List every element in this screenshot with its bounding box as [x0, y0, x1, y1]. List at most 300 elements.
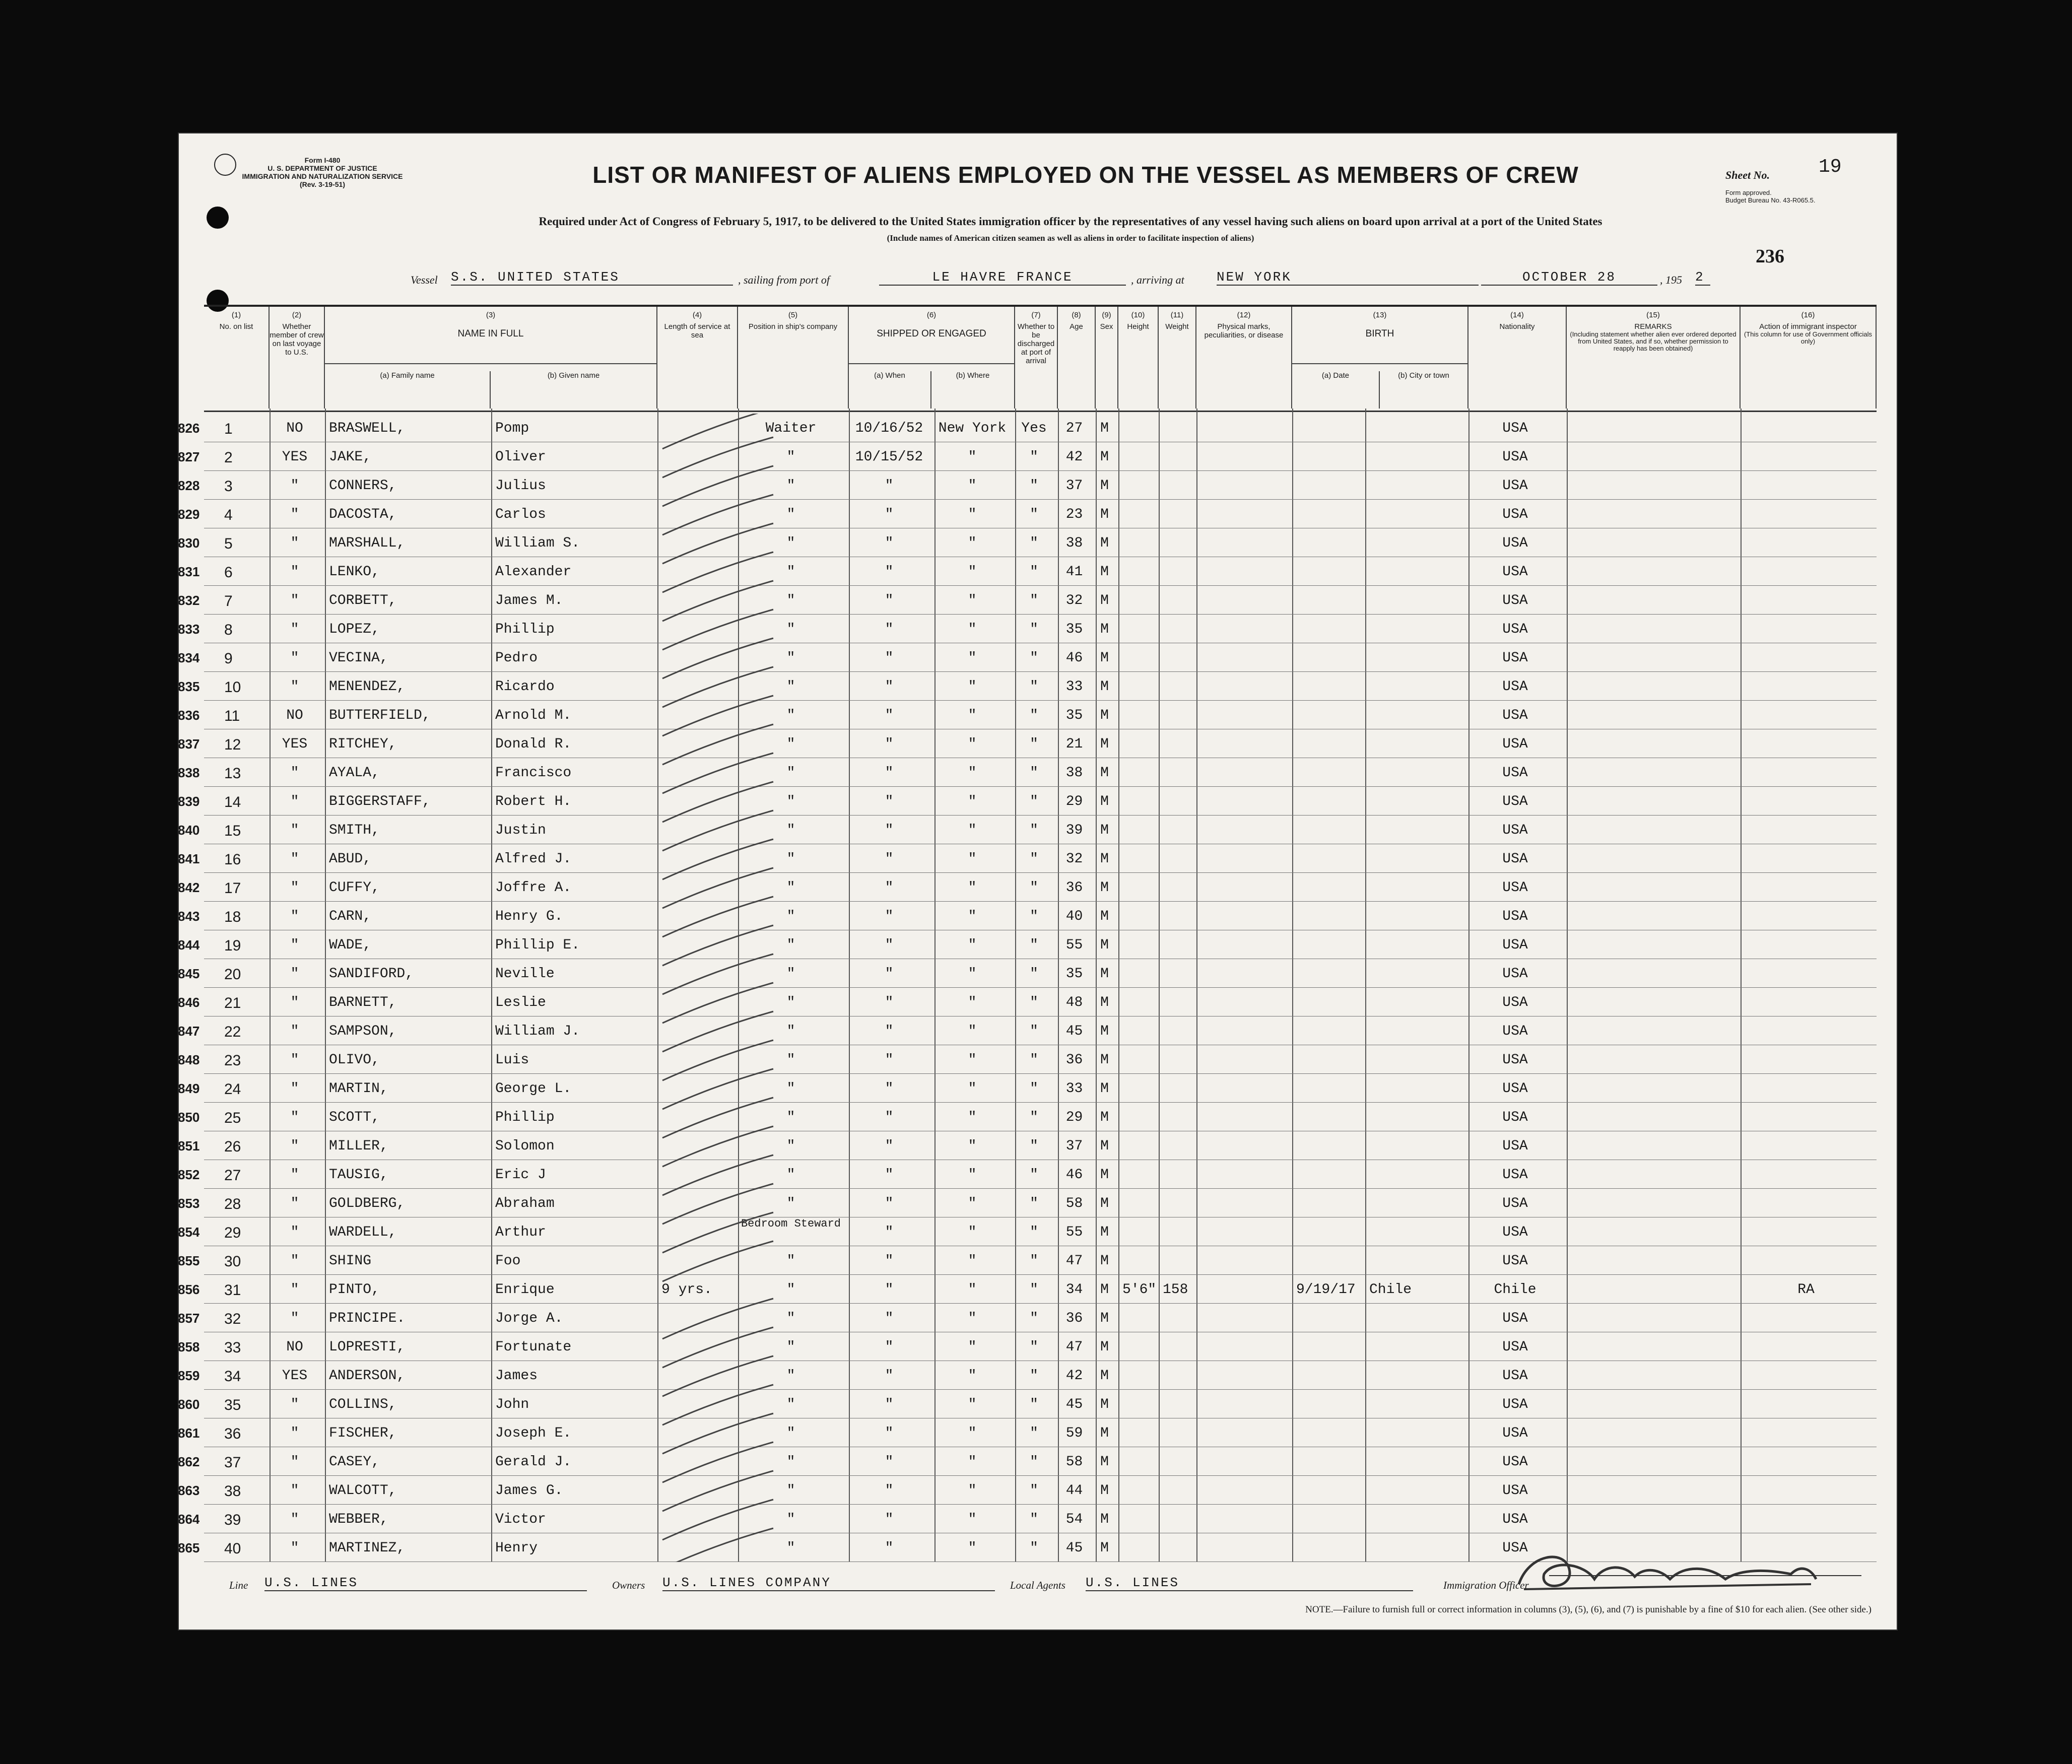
form-number: Form I-480	[304, 156, 341, 164]
cell-where: "	[968, 1081, 977, 1097]
sequence-number: 857	[178, 1311, 200, 1326]
column-sublabel: (Including statement whether alien ever ordered deported from United States, and if so, whether permission to reapply has been obtained)	[1570, 330, 1736, 352]
cell-position: "	[786, 1397, 795, 1412]
cell-nationality: USA	[1502, 909, 1528, 924]
cell-discharged: "	[1030, 1397, 1038, 1412]
pen-stroke	[662, 1241, 773, 1281]
table-row	[178, 1390, 1877, 1418]
column-label: Physical marks, peculiarities, or disease	[1204, 322, 1284, 340]
cell-age: 33	[1065, 679, 1083, 695]
cell-no: 35	[224, 1397, 241, 1413]
cell-no: 20	[224, 966, 241, 983]
cell-family: SCOTT,	[329, 1110, 380, 1125]
sequence-number: 841	[178, 851, 200, 866]
cell-when: "	[885, 1540, 894, 1556]
cell-where: "	[968, 1483, 977, 1499]
cell-position: "	[786, 995, 795, 1010]
cell-discharged: "	[1030, 478, 1038, 494]
cell-sex: M	[1100, 421, 1109, 436]
column-number: (1)	[231, 311, 241, 319]
cell-nationality: USA	[1502, 708, 1528, 723]
cell-where: "	[968, 1138, 977, 1154]
column-number: (16)	[1801, 311, 1815, 319]
officer-label: Immigration Officer	[1443, 1579, 1529, 1591]
cell-where: "	[968, 1540, 977, 1556]
cell-discharged: "	[1030, 823, 1038, 838]
cell-given: Gerald J.	[495, 1454, 572, 1470]
cell-when: "	[885, 1397, 894, 1412]
cell-no: 19	[224, 937, 241, 954]
table-row	[178, 1045, 1877, 1074]
cell-when: "	[885, 679, 894, 695]
table-row	[178, 1332, 1877, 1361]
cell-prev: NO	[286, 421, 303, 436]
cell-position: "	[786, 1483, 795, 1499]
cell-position: "	[786, 1253, 795, 1269]
cell-position: "	[786, 1196, 795, 1211]
cell-no: 9	[224, 650, 233, 667]
cell-family: DACOSTA,	[329, 507, 397, 522]
column-label: Nationality	[1499, 322, 1535, 331]
cell-discharged: "	[1030, 449, 1038, 465]
cell-given: Joseph E.	[495, 1426, 572, 1441]
cell-age: 35	[1065, 966, 1083, 982]
column-number: (11)	[1170, 311, 1184, 319]
cell-prev: "	[290, 1540, 299, 1556]
cell-nationality: USA	[1502, 1253, 1528, 1269]
cell-position: "	[786, 622, 795, 637]
cell-when: "	[885, 1225, 894, 1240]
cell-sex: M	[1100, 478, 1109, 494]
cell-position: "	[786, 1339, 795, 1355]
column-header	[1096, 307, 1118, 409]
footer	[209, 1575, 1872, 1595]
cell-given: Foo	[495, 1253, 521, 1269]
cell-position: "	[786, 1540, 795, 1556]
cell-discharged: "	[1030, 622, 1038, 637]
cell-where: "	[968, 765, 977, 781]
cell-prev: "	[290, 535, 299, 551]
cell-position: "	[786, 851, 795, 867]
cell-nationality: USA	[1502, 1397, 1528, 1412]
table-row	[178, 758, 1877, 787]
page-number: 236	[1756, 246, 1784, 267]
cell-no: 32	[224, 1311, 241, 1327]
cell-prev: "	[290, 593, 299, 608]
cell-given: Francisco	[495, 765, 572, 781]
sequence-number: 864	[178, 1512, 200, 1527]
cell-prev: "	[290, 507, 299, 522]
cell-sex: M	[1100, 1024, 1109, 1039]
cell-nationality: USA	[1502, 564, 1528, 580]
column-label: No. on list	[219, 322, 253, 331]
cell-sex: M	[1100, 1052, 1109, 1068]
cell-given: Carlos	[495, 507, 546, 522]
cell-family: SAMPSON,	[329, 1024, 397, 1039]
cell-discharged: "	[1030, 1339, 1038, 1355]
column-header	[325, 307, 657, 409]
sheet-label: Sheet No.	[1725, 169, 1770, 181]
cell-where: "	[968, 823, 977, 838]
cell-age: 39	[1065, 823, 1083, 838]
cell-where: "	[968, 1110, 977, 1125]
column-header	[1159, 307, 1196, 409]
cell-age: 45	[1065, 1540, 1083, 1556]
arrival-date: OCTOBER 28	[1481, 269, 1657, 286]
cell-position: "	[786, 765, 795, 781]
cell-nationality: USA	[1502, 1454, 1528, 1470]
cell-position: "	[786, 593, 795, 608]
cell-when: 10/15/52	[855, 449, 923, 465]
cell-family: BRASWELL,	[329, 421, 406, 436]
port-from: LE HAVRE FRANCE	[879, 269, 1126, 286]
cell-given: George L.	[495, 1081, 572, 1097]
cell-position: "	[786, 564, 795, 580]
cell-discharged: "	[1030, 507, 1038, 522]
cell-where: "	[968, 449, 977, 465]
cell-given: Solomon	[495, 1138, 555, 1154]
cell-age: 35	[1065, 708, 1083, 723]
table-row	[178, 729, 1877, 758]
cell-nationality: USA	[1502, 1483, 1528, 1499]
cell-nationality: USA	[1502, 1167, 1528, 1183]
officer-value	[1549, 1575, 1861, 1576]
port-to: NEW YORK	[1217, 269, 1479, 286]
sequence-number: 833	[178, 622, 200, 637]
cell-sex: M	[1100, 794, 1109, 809]
line-value: U.S. LINES	[264, 1575, 587, 1591]
cell-where: "	[968, 679, 977, 695]
cell-sex: M	[1100, 622, 1109, 637]
column-subheader: (b) Given name	[547, 371, 600, 380]
cell-sex: M	[1100, 909, 1109, 924]
cell-where: "	[968, 1454, 977, 1470]
cell-nationality: USA	[1502, 880, 1528, 896]
cell-where: "	[968, 708, 977, 723]
cell-nationality: USA	[1502, 507, 1528, 522]
column-label: Action of immigrant inspector	[1759, 322, 1857, 331]
service-name: IMMIGRATION AND NATURALIZATION SERVICE	[242, 172, 403, 180]
cell-no: 38	[224, 1483, 241, 1500]
sequence-number: 853	[178, 1196, 200, 1211]
sequence-number: 836	[178, 708, 200, 723]
cell-where: "	[968, 880, 977, 896]
cell-action: RA	[1797, 1282, 1815, 1298]
cell-age: 29	[1065, 1110, 1083, 1125]
cell-nationality: USA	[1502, 765, 1528, 781]
table-row	[178, 528, 1877, 557]
cell-discharged: "	[1030, 1311, 1038, 1326]
cell-when: "	[885, 1282, 894, 1298]
cell-given: John	[495, 1397, 529, 1412]
sequence-number: 834	[178, 650, 200, 665]
column-number: (3)	[486, 311, 496, 319]
cell-given: William S.	[495, 535, 580, 551]
department-name: U. S. DEPARTMENT OF JUSTICE	[268, 164, 377, 172]
sequence-number: 839	[178, 794, 200, 809]
cell-family: MARTINEZ,	[329, 1540, 406, 1556]
cell-age: 58	[1065, 1454, 1083, 1470]
cell-sex: M	[1100, 535, 1109, 551]
cell-no: 22	[224, 1024, 241, 1040]
column-number: (10)	[1131, 311, 1145, 319]
cell-where: "	[968, 736, 977, 752]
cell-when: "	[885, 507, 894, 522]
cell-nationality: USA	[1502, 1196, 1528, 1211]
cell-prev: "	[290, 1426, 299, 1441]
cell-sex: M	[1100, 995, 1109, 1010]
cell-nationality: USA	[1502, 650, 1528, 666]
cell-age: 37	[1065, 478, 1083, 494]
agents-label: Local Agents	[1010, 1579, 1065, 1591]
cell-age: 42	[1065, 1368, 1083, 1384]
cell-discharged: "	[1030, 1110, 1038, 1125]
cell-position: "	[786, 507, 795, 522]
sequence-number: 849	[178, 1081, 200, 1096]
cell-sex: M	[1100, 1311, 1109, 1326]
cell-nationality: USA	[1502, 593, 1528, 608]
cell-position: Bedroom Steward	[741, 1218, 841, 1230]
cell-discharged: "	[1030, 1483, 1038, 1499]
cell-given: Luis	[495, 1052, 529, 1068]
cell-when: "	[885, 937, 894, 953]
table-row	[178, 1246, 1877, 1275]
cell-prev: "	[290, 1282, 299, 1298]
vessel-info	[411, 269, 1846, 288]
column-label: Position in ship's company	[748, 322, 838, 331]
cell-discharged: "	[1030, 909, 1038, 924]
cell-no: 6	[224, 564, 233, 581]
penalty-note: NOTE.—Failure to furnish full or correct information in columns (3), (5), (6), and (7) is punishable by a fine of $10 for each alien. (See other side.)	[1305, 1604, 1872, 1615]
column-label: Sex	[1100, 322, 1113, 331]
cell-given: Arnold M.	[495, 708, 572, 723]
sequence-number: 846	[178, 995, 200, 1010]
cell-discharged: "	[1030, 593, 1038, 608]
cell-where: "	[968, 622, 977, 637]
cell-discharged: "	[1030, 880, 1038, 896]
cell-when: "	[885, 593, 894, 608]
cell-discharged: "	[1030, 736, 1038, 752]
column-number: (13)	[1373, 311, 1387, 319]
cell-discharged: "	[1030, 650, 1038, 666]
column-subheader: (a) When	[849, 371, 931, 409]
sequence-number: 843	[178, 909, 200, 924]
cell-prev: "	[290, 1081, 299, 1097]
table-row	[178, 471, 1877, 500]
cell-discharged: "	[1030, 765, 1038, 781]
cell-sex: M	[1100, 1196, 1109, 1211]
cell-no: 29	[224, 1225, 241, 1241]
budget-bureau: Budget Bureau No. 43-R065.5.	[1725, 196, 1816, 204]
sequence-number: 826	[178, 421, 200, 436]
table-row	[178, 615, 1877, 643]
cell-sex: M	[1100, 1397, 1109, 1412]
table-row	[178, 1476, 1877, 1505]
cell-position: "	[786, 1282, 795, 1298]
table-row	[178, 701, 1877, 729]
column-header	[1292, 307, 1468, 409]
table-row	[178, 1418, 1877, 1447]
table-row	[178, 586, 1877, 615]
cell-sex: M	[1100, 1512, 1109, 1527]
cell-position: "	[786, 736, 795, 752]
table-row	[178, 959, 1877, 988]
cell-when: "	[885, 1339, 894, 1355]
column-label: BIRTH	[1365, 328, 1394, 339]
cell-prev: "	[290, 679, 299, 695]
cell-age: 55	[1065, 1225, 1083, 1240]
cell-prev: "	[290, 851, 299, 867]
cell-nationality: USA	[1502, 535, 1528, 551]
cell-position: "	[786, 1081, 795, 1097]
cell-given: Alfred J.	[495, 851, 572, 867]
cell-no: 24	[224, 1081, 241, 1098]
cell-nationality: USA	[1502, 794, 1528, 809]
cell-when: "	[885, 1454, 894, 1470]
cell-prev: "	[290, 1024, 299, 1039]
cell-discharged: "	[1030, 851, 1038, 867]
cell-nationality: USA	[1502, 478, 1528, 494]
cell-age: 45	[1065, 1397, 1083, 1412]
cell-family: WALCOTT,	[329, 1483, 397, 1499]
cell-prev: "	[290, 478, 299, 494]
cell-age: 38	[1065, 535, 1083, 551]
cell-family: CUFFY,	[329, 880, 380, 896]
cell-weight: 158	[1163, 1282, 1188, 1298]
cell-where: "	[968, 1196, 977, 1211]
cell-age: 48	[1065, 995, 1083, 1010]
cell-family: LOPRESTI,	[329, 1339, 406, 1355]
cell-discharged: "	[1030, 1196, 1038, 1211]
cell-discharged: "	[1030, 1024, 1038, 1039]
sequence-number: 860	[178, 1397, 200, 1412]
cell-no: 12	[224, 736, 241, 753]
approval-note	[1725, 189, 1816, 204]
cell-height: 5'6"	[1122, 1282, 1157, 1298]
cell-family: SHING	[329, 1253, 372, 1269]
cell-family: GOLDBERG,	[329, 1196, 406, 1211]
cell-sex: M	[1100, 1282, 1109, 1298]
form-revision: (Rev. 3-19-51)	[299, 180, 345, 188]
year-digit: 2	[1695, 269, 1710, 286]
cell-given: Justin	[495, 823, 546, 838]
cell-given: Ricardo	[495, 679, 555, 695]
cell-given: Phillip E.	[495, 937, 580, 953]
cell-family: CORBETT,	[329, 593, 397, 608]
cell-when: "	[885, 880, 894, 896]
sequence-number: 862	[178, 1454, 200, 1469]
cell-prev: "	[290, 1110, 299, 1125]
sequence-number: 838	[178, 765, 200, 780]
column-number: (7)	[1031, 311, 1041, 319]
column-number: (9)	[1102, 311, 1111, 319]
agents-value: U.S. LINES	[1086, 1575, 1413, 1591]
cell-age: 37	[1065, 1138, 1083, 1154]
cell-prev: "	[290, 564, 299, 580]
cell-position: "	[786, 937, 795, 953]
cell-position: "	[786, 478, 795, 494]
cell-family: PINTO,	[329, 1282, 380, 1298]
cell-prev: "	[290, 823, 299, 838]
cell-age: 46	[1065, 650, 1083, 666]
cell-age: 21	[1065, 736, 1083, 752]
cell-no: 13	[224, 765, 241, 782]
cell-sex: M	[1100, 1426, 1109, 1441]
cell-where: "	[968, 650, 977, 666]
cell-age: 35	[1065, 622, 1083, 637]
cell-given: Robert H.	[495, 794, 572, 809]
cell-nationality: USA	[1502, 995, 1528, 1010]
cell-position: Waiter	[765, 421, 817, 436]
table-row	[178, 1131, 1877, 1160]
table-row	[178, 1447, 1877, 1476]
cell-age: 32	[1065, 593, 1083, 608]
cell-family: BIGGERSTAFF,	[329, 794, 431, 809]
cell-when: 10/16/52	[855, 421, 923, 436]
cell-prev: "	[290, 1397, 299, 1412]
column-header	[1058, 307, 1096, 409]
column-subheader: (b) City or town	[1398, 371, 1449, 380]
cell-position: "	[786, 1110, 795, 1125]
cell-position: "	[786, 909, 795, 924]
manifest-sheet	[179, 133, 1897, 1630]
cell-discharged: "	[1030, 1167, 1038, 1183]
column-label: REMARKS	[1634, 322, 1672, 331]
cell-age: 29	[1065, 794, 1083, 809]
cell-nationality: USA	[1502, 1110, 1528, 1125]
cell-position: "	[786, 1167, 795, 1183]
cell-nationality: USA	[1502, 1512, 1528, 1527]
cell-prev: NO	[286, 708, 303, 723]
cell-age: 23	[1065, 507, 1083, 522]
cell-no: 23	[224, 1052, 241, 1069]
cell-prev: "	[290, 1512, 299, 1527]
cell-sex: M	[1100, 736, 1109, 752]
cell-given: Pomp	[495, 421, 529, 436]
cell-when: "	[885, 1196, 894, 1211]
cell-age: 55	[1065, 937, 1083, 953]
cell-age: 36	[1065, 880, 1083, 896]
cell-discharged: "	[1030, 1225, 1038, 1240]
cell-when: "	[885, 1512, 894, 1527]
cell-when: "	[885, 995, 894, 1010]
cell-when: "	[885, 535, 894, 551]
column-label: Whether to be discharged at port of arrival	[1017, 322, 1055, 365]
sequence-number: 832	[178, 593, 200, 608]
cell-family: WARDELL,	[329, 1225, 397, 1240]
sequence-number: 845	[178, 966, 200, 981]
line-label: Line	[229, 1579, 248, 1591]
column-header	[1468, 307, 1567, 409]
cell-where: "	[968, 1024, 977, 1039]
cell-prev: "	[290, 1253, 299, 1269]
cell-where: "	[968, 1311, 977, 1326]
sequence-number: 865	[178, 1540, 200, 1555]
cell-age: 27	[1065, 421, 1083, 436]
cell-nationality: USA	[1502, 622, 1528, 637]
table-row	[178, 500, 1877, 528]
cell-prev: "	[290, 909, 299, 924]
table-row	[178, 787, 1877, 816]
cell-family: TAUSIG,	[329, 1167, 388, 1183]
cell-discharged: "	[1030, 1282, 1038, 1298]
cell-given: James M.	[495, 593, 563, 608]
column-header	[1196, 307, 1292, 409]
cell-no: 25	[224, 1110, 241, 1126]
table-row	[178, 1505, 1877, 1533]
cell-where: "	[968, 794, 977, 809]
cell-when: "	[885, 622, 894, 637]
